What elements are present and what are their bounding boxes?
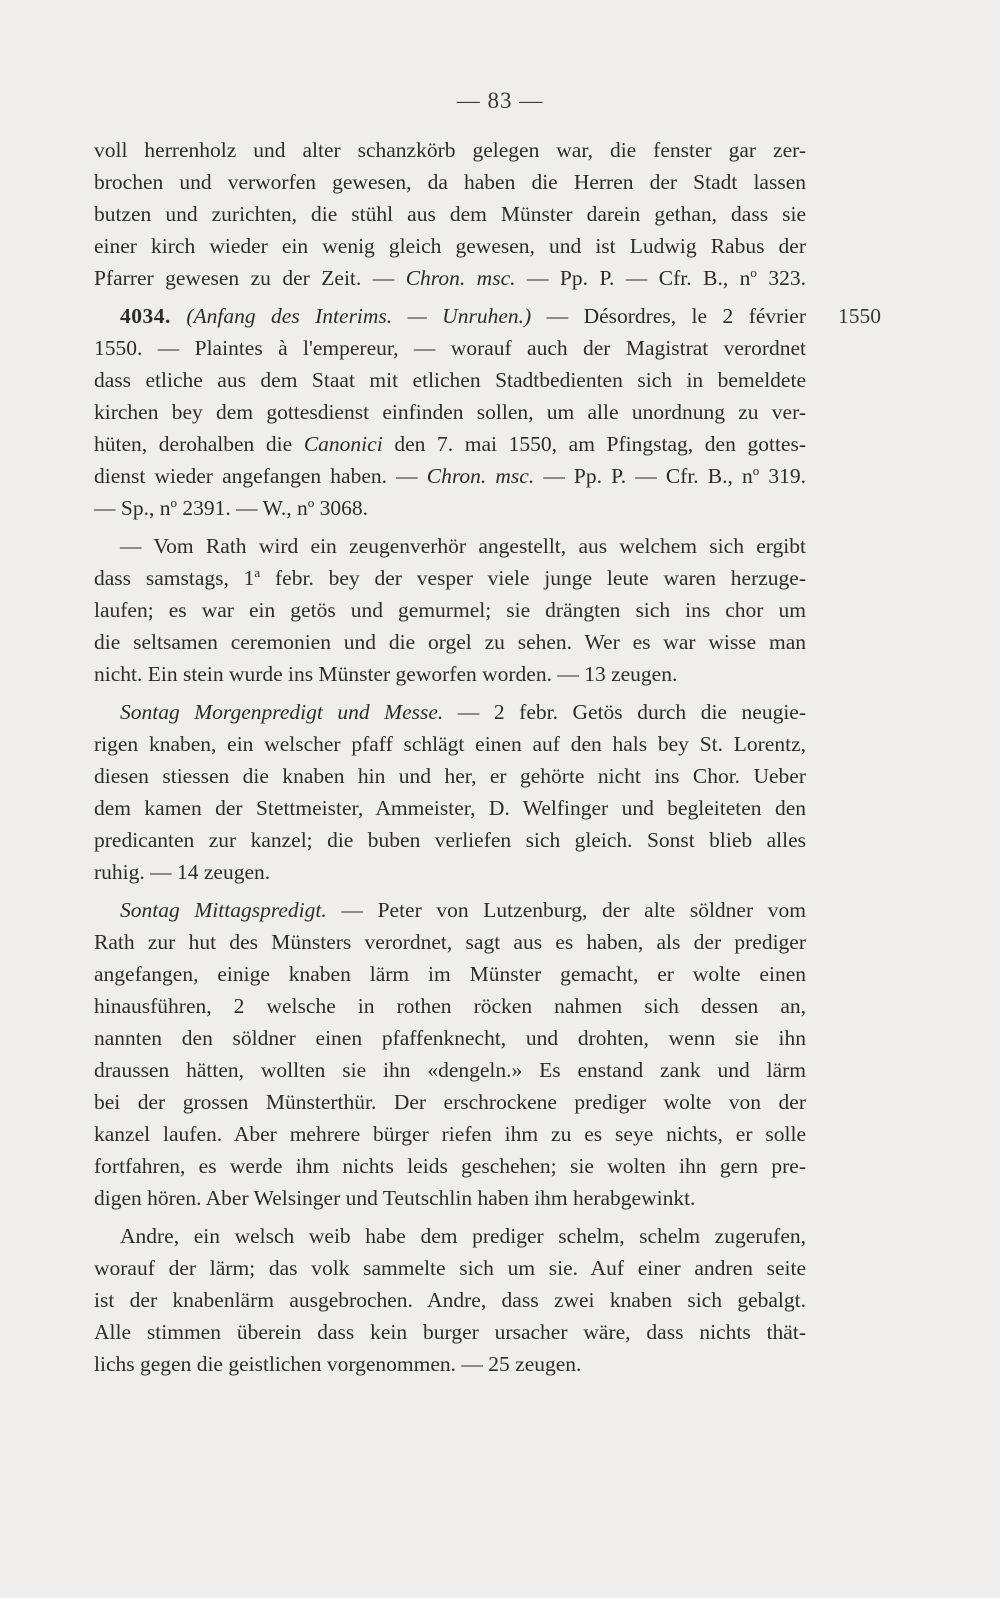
text-run: — 2 febr. Getös durch die neugie- — [443, 700, 806, 724]
text-line: dass etliche aus dem Staat mit etlichen Stadtbedienten sich in bemeldete — [94, 368, 806, 392]
entry-heading: (Anfang des Interims. — Unruhen.) — [186, 304, 532, 328]
text-line — [94, 492, 806, 524]
source-citation: Chron. msc. — [426, 464, 535, 488]
text-line: angefangen, einige knaben lärm im Münster gemacht, er wolte einen — [94, 962, 806, 986]
text-line — [94, 262, 806, 294]
source-citation: Chron. msc. — [405, 266, 516, 290]
text-line: einer kirch wieder ein wenig gleich gewesen, und ist Ludwig Rabus der — [94, 234, 806, 258]
text-run: febr. bey der vesper viele junge leute waren herzuge- — [260, 566, 806, 590]
text-line: 1550. — Plaintes à l'empereur, — worauf auch der Magistrat verordnet — [94, 336, 806, 360]
text-block — [94, 134, 806, 1380]
text-line: rigen knaben, ein welscher pfaff schlägt einen auf den hals bey St. Lorentz, — [94, 732, 806, 756]
section-heading: Sontag Morgenpredigt und Messe. — [120, 700, 444, 724]
text-line: hinausführen, 2 welsche in rothen röcken nahmen sich dessen an, — [94, 994, 806, 1018]
text-line: voll herrenholz und alter schanzkörb gelegen war, die fenster gar zer- — [94, 138, 806, 162]
text-line: predicanten zur kanzel; die buben verliefen sich gleich. Sonst blieb alles — [94, 828, 806, 852]
text-line: Rath zur hut des Münsters verordnet, sagt aus es haben, als der prediger — [94, 930, 806, 954]
text-run: — Désordres, le 2 février — [531, 304, 806, 328]
text-line — [94, 428, 806, 460]
text-line: — Vom Rath wird ein zeugenverhör angestellt, aus welchem sich ergibt — [120, 534, 806, 558]
superscript: o — [750, 264, 757, 280]
text-line: fortfahren, es werde ihm nichts leids geschehen; sie wolten ihn gern pre- — [94, 1154, 806, 1178]
margin-year: 1550 — [838, 304, 881, 328]
superscript: o — [752, 462, 760, 478]
text-line: kanzel laufen. Aber mehrere bürger riefen ihm zu es seye nichts, er solle — [94, 1122, 806, 1146]
paragraph-morgenpredigt — [94, 696, 806, 888]
paragraph-continuation — [94, 134, 806, 294]
text-line: brochen und verworfen gewesen, da haben die Herren der Stadt lassen — [94, 170, 806, 194]
text-line: kirchen bey dem gottesdienst einfinden sollen, um alle unordnung zu ver- — [94, 400, 806, 424]
text-run: dienst wieder angefangen haben. — — [94, 464, 427, 488]
text-line: bei der grossen Münsterthür. Der erschrockene prediger wolte von der — [94, 1090, 806, 1114]
text-line — [94, 460, 806, 492]
text-run: den 7. mai 1550, am Pfingstag, den gottes- — [382, 432, 806, 456]
text-run: Pfarrer gewesen zu der Zeit. — — [94, 266, 406, 290]
text-line: butzen und zurichten, die stühl aus dem Münster darein gethan, dass sie — [94, 202, 806, 226]
superscript: o — [170, 494, 177, 510]
text-line: Andre, ein welsch weib habe dem prediger schelm, schelm zugerufen, — [120, 1224, 806, 1248]
text-run: — Sp., n — [94, 496, 171, 520]
text-run: — Peter von Lutzenburg, der alte söldner vom — [326, 898, 807, 922]
text-line: nannten den söldner einen pfaffenknecht, und drohten, wenn sie ihn — [94, 1026, 806, 1050]
text-run: — Pp. P. — Cfr. B., n — [515, 266, 751, 290]
paragraph-andre — [94, 1220, 806, 1380]
text-line — [94, 696, 806, 728]
text-run: 319. — [759, 464, 806, 488]
text-run: 323. — [756, 266, 807, 290]
text-line: ruhig. — 14 zeugen. — [94, 860, 271, 884]
paragraph-zeugenverhoer — [94, 530, 806, 690]
text-line: diesen stiessen die knaben hin und her, er gehörte nicht ins Chor. Ueber — [94, 764, 806, 788]
text-line: nicht. Ein stein wurde ins Münster geworfen worden. — 13 zeugen. — [94, 662, 678, 686]
section-heading: Sontag Mittagspredigt. — [120, 898, 327, 922]
text-line: Alle stimmen überein dass kein burger ursacher wäre, dass nichts thät- — [94, 1320, 806, 1344]
text-line: lichs gegen die geistlichen vorgenommen. — 25 zeugen. — [94, 1352, 582, 1376]
superscript: o — [307, 494, 315, 510]
paragraph-mittagspredigt — [94, 894, 806, 1214]
superscript: a — [254, 564, 261, 580]
text-line: draussen hätten, wollten sie ihn «dengeln.» Es enstand zank und lärm — [94, 1058, 806, 1082]
text-run: — Pp. P. — Cfr. B., n — [534, 464, 753, 488]
italic-term: Canonici — [303, 432, 383, 456]
text-run: 2391. — W., n — [176, 496, 308, 520]
text-run: hüten, derohalben die — [94, 432, 304, 456]
text-line — [94, 300, 806, 332]
paragraph-entry-4034 — [94, 300, 806, 524]
text-line: dem kamen der Stettmeister, Ammeister, D. Welfinger und begleiteten den — [94, 796, 806, 820]
text-line: digen hören. Aber Welsinger und Teutschlin haben ihm herabgewinkt. — [94, 1186, 696, 1210]
text-line — [94, 894, 806, 926]
text-line: worauf der lärm; das volk sammelte sich um sie. Auf einer andren seite — [94, 1256, 806, 1280]
text-line: laufen; es war ein getös und gemurmel; sie drängten sich ins chor um — [94, 598, 806, 622]
text-run: 3068. — [314, 496, 369, 520]
text-run: dass samstags, 1 — [94, 566, 255, 590]
text-line — [94, 562, 806, 594]
text-line: ist der knabenlärm ausgebrochen. Andre, dass zwei knaben sich gebalgt. — [94, 1288, 806, 1312]
page-number: — 83 — — [456, 88, 544, 113]
entry-number: 4034. — [120, 304, 171, 328]
text-line: die seltsamen ceremonien und die orgel zu sehen. Wer es war wisse man — [94, 630, 806, 654]
